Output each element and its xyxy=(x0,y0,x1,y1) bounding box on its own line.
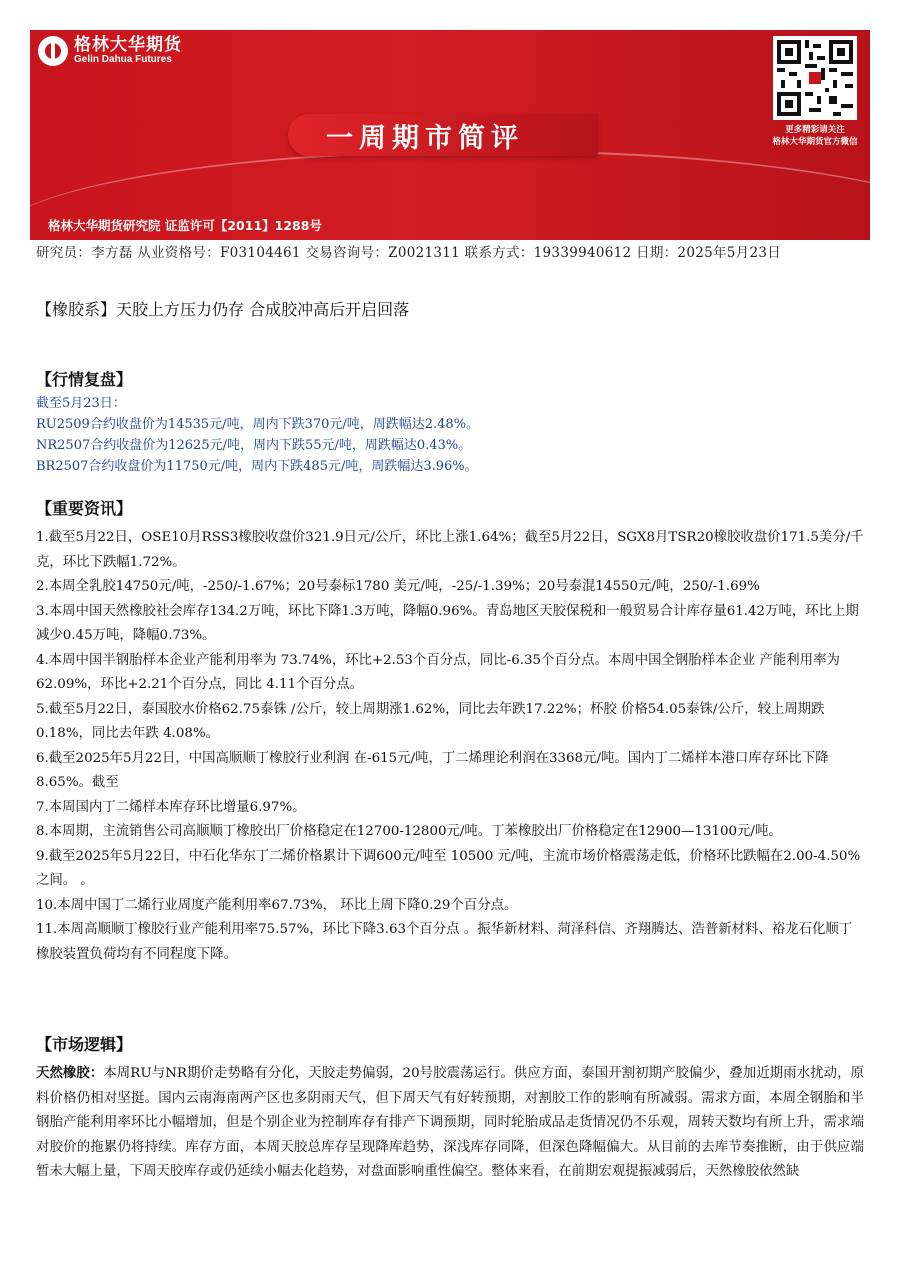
news-item: 5.截至5月22日，泰国胶水价格62.75泰铢 /公斤，较上周期涨1.62%，同比去年跌17.22%；杯胶 价格54.05泰铢/公斤，较上周期跌0.18%，同比去年跌 4.08%。 xyxy=(36,701,825,741)
news-item: 3.本周中国天然橡胶社会库存134.2万吨，环比下降1.3万吨，降幅0.96%。青岛地区天胶保税和一般贸易合计库存量61.42万吨，环比上期减少0.45万吨，降幅0.73%。 xyxy=(36,603,859,643)
report-headline: 【橡胶系】天胶上方压力仍存 合成胶冲高后开启回落 xyxy=(36,300,410,319)
market-line: BR2507合约收盘价为11750元/吨，周内下跌485元/吨，周跌幅达3.96%。 xyxy=(36,459,478,474)
news-item: 7.本周国内丁二烯样本库存环比增量6.97%。 xyxy=(36,799,306,815)
market-line: NR2507合约收盘价为12625元/吨，周内下跌55元/吨，周跌幅达0.43%。 xyxy=(36,438,472,453)
logic-label: 天然橡胶： xyxy=(36,1066,104,1081)
qr-caption xyxy=(756,124,870,148)
market-line: 截至5月23日： xyxy=(36,396,126,411)
news-item: 10.本周中国丁二烯行业周度产能利用率67.73%， 环比上周下降0.29个百分点。 xyxy=(36,897,518,913)
news-item: 2.本周全乳胶14750元/吨，-250/-1.67%；20号泰标1780 美元/吨，-25/-1.39%；20号泰混14550元/吨，250/-1.69% xyxy=(36,579,760,594)
news-item: 6.截至2025年5月22日，中国高顺顺丁橡胶行业利润 在-615元/吨，丁二烯理论利润在3368元/吨。国内丁二烯样本港口库存环比下降8.65%。截至 xyxy=(36,750,829,790)
market-logic-paragraph xyxy=(36,1062,864,1185)
section-title-news: 【重要资讯】 xyxy=(36,499,133,518)
news-list xyxy=(36,526,864,967)
market-review xyxy=(36,393,479,477)
license-info: 格林大华期货研究院 证监许可【2011】1288号 xyxy=(48,218,322,233)
author-meta: 研究员：李方磊 从业资格号：F03104461 交易咨询号：Z0021311 联系方式：19339940612 日期：2025年5月23日 xyxy=(36,245,782,261)
company-logo xyxy=(38,36,182,66)
news-item: 8.本周期，主流销售公司高顺顺丁橡胶出厂价格稳定在12700-12800元/吨。丁苯橡胶出厂价格稳定在12900—13100元/吨。 xyxy=(36,824,782,839)
logo-en-text: Gelin Dahua Futures xyxy=(74,54,172,65)
section-title-logic: 【市场逻辑】 xyxy=(36,1035,133,1054)
qr-caption-line2: 格林大华期货官方微信 xyxy=(772,137,858,147)
logo-icon xyxy=(38,36,68,66)
news-item: 4.本周中国半钢胎样本企业产能利用率为 73.74%，环比+2.53个百分点，同比-6.35个百分点。本周中国全钢胎样本企业 产能利用率为62.09%，环比+2.21个百分点，同比 4.11个百分点。 xyxy=(36,652,840,692)
header-banner xyxy=(30,30,870,240)
report-title: 一周期市简评 xyxy=(288,114,598,156)
section-title-market: 【行情复盘】 xyxy=(36,370,133,389)
qr-code-icon xyxy=(773,36,857,120)
qr-caption-line1: 更多精彩请关注 xyxy=(785,125,845,135)
news-item: 1.截至5月22日，OSE10月RSS3橡胶收盘价321.9日元/公斤，环比上涨1.64%；截至5月22日，SGX8月TSR20橡胶收盘价171.5美分/千克，环比下跌幅1.72%。 xyxy=(36,530,864,570)
news-item: 9.截至2025年5月22日，中石化华东丁二烯价格累计下调600元/吨至 10500 元/吨，主流市场价格震荡走低，价格环比跌幅在2.00-4.50%之间。 。 xyxy=(36,848,861,888)
logic-text: 本周RU与NR期价走势略有分化，天胶走势偏弱，20号胶震荡运行。供应方面，泰国开割初期产胶偏少，叠加近期雨水扰动，原料价格仍相对坚挺。国内云南海南两产区也多阴雨天气，但下周天气有好转预期，对割胶工作的影响有所减弱。需求方面，本周全钢胎和半钢胎产能利用率环比小幅增加，但是个别企业为控制库存有排产下调预期，同时轮胎成品走货情况仍不乐观，周转天数均有所上升，需求端对胶价的拖累仍将持续。库存方面，本周天胶总库存呈现降库趋势，深浅库存同降，但深色降幅偏大。从目前的去库节奏推断，由于供应端暂未大幅上量，下周天胶库存或仍延续小幅去化趋势，对盘面影响重性偏空。整体来看，在前期宏观提振减弱后，天然橡胶依然缺 xyxy=(36,1066,865,1179)
logo-cn-text: 格林大华期货 xyxy=(74,35,182,55)
market-line: RU2509合约收盘价为14535元/吨，周内下跌370元/吨，周跌幅达2.48%。 xyxy=(36,417,480,432)
news-item: 11.本周高顺顺丁橡胶行业产能利用率75.57%，环比下降3.63个百分点 。振华新材料、菏泽科信、齐翔腾达、浩普新材料、裕龙石化顺丁橡胶装置负荷均有不同程度下降。 xyxy=(36,922,853,962)
